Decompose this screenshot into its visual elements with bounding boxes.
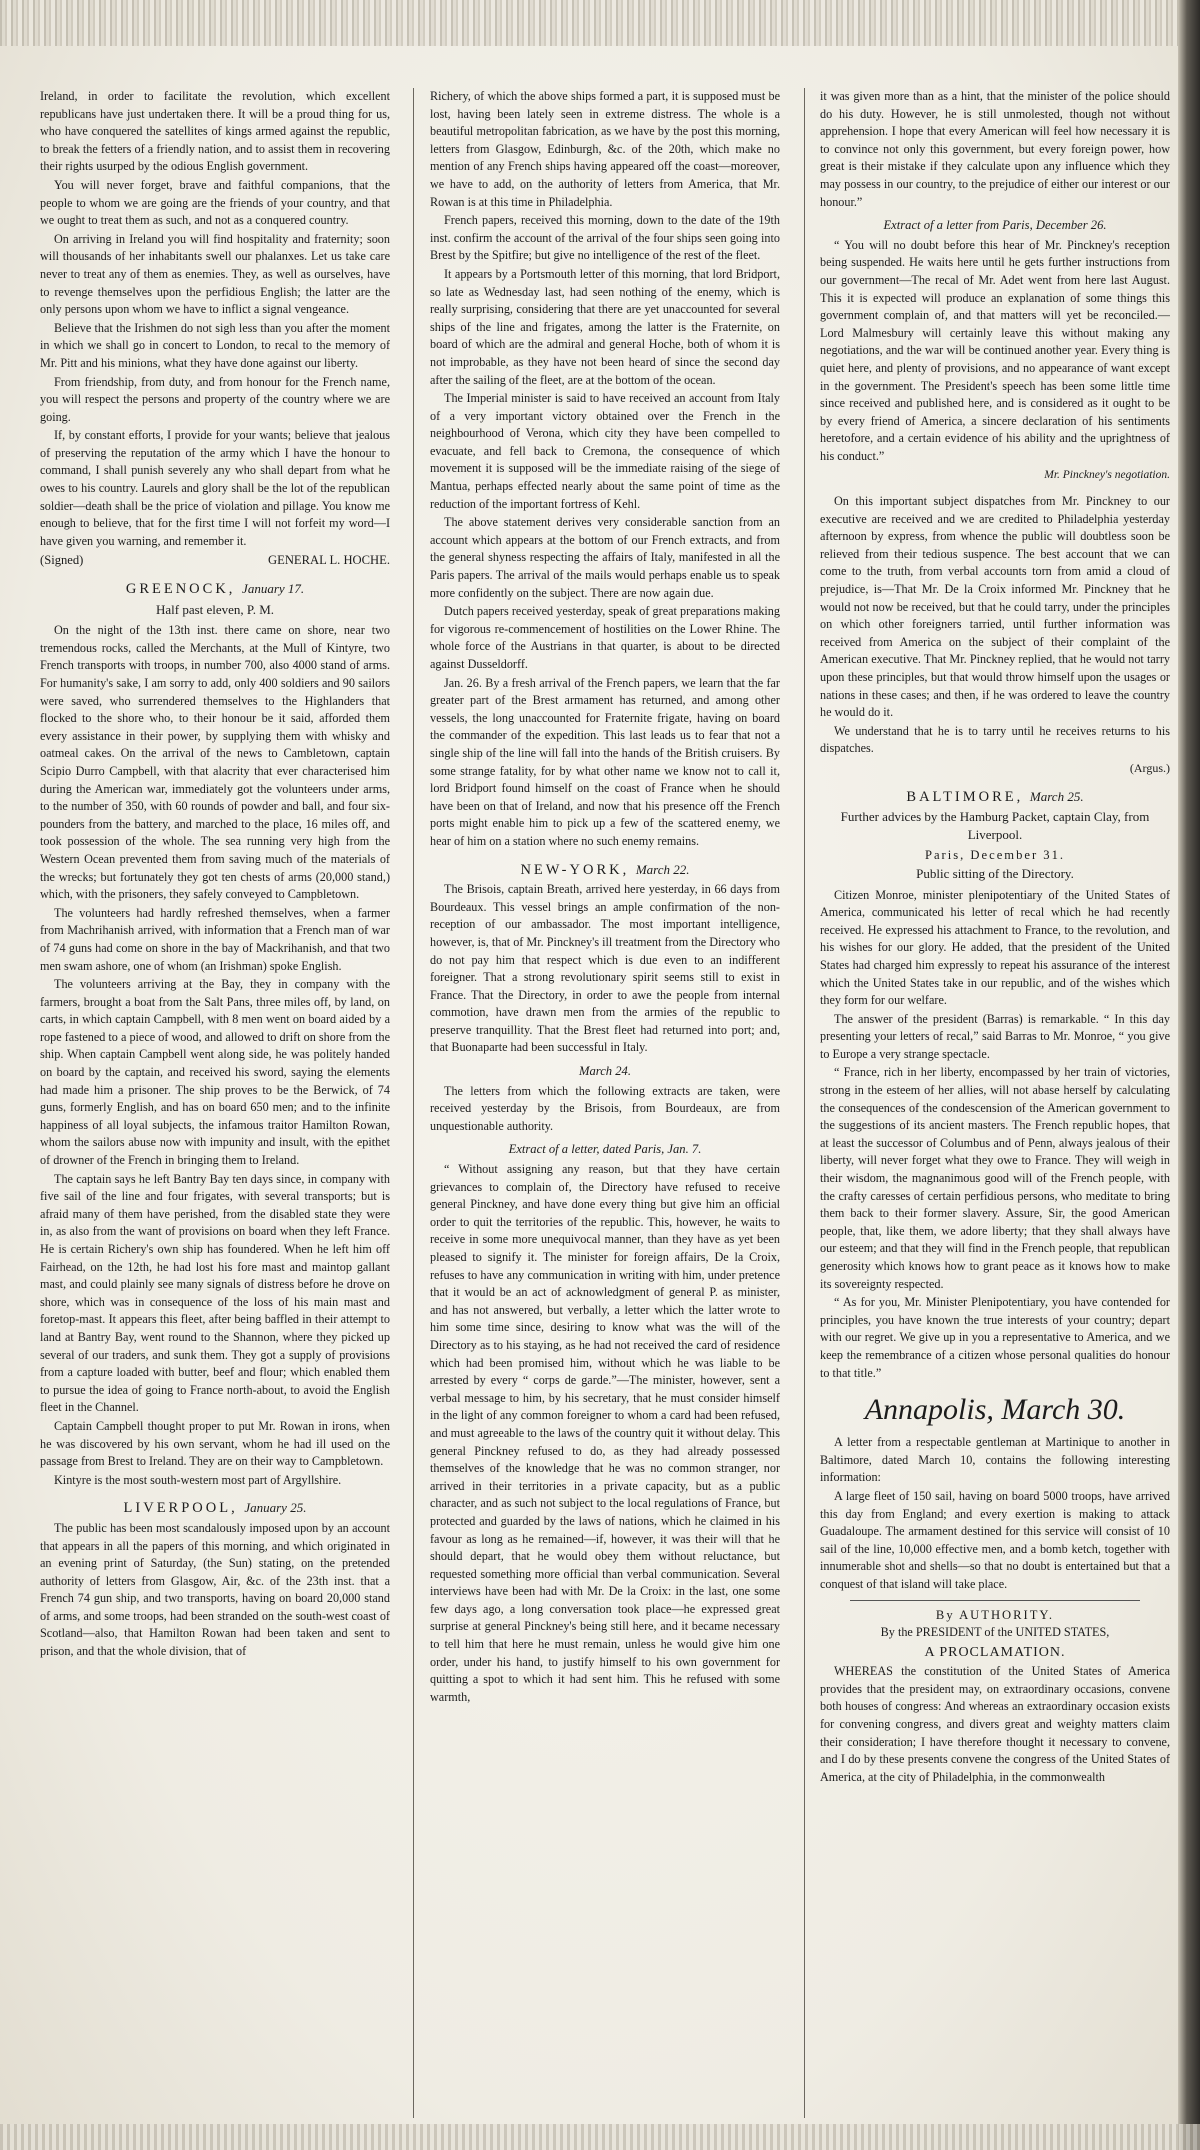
public-sitting-head: Public sitting of the Directory. <box>916 865 1074 881</box>
article-paragraph: French papers, received this morning, down to the date of the 19th inst. confirm the account of the arrival of the four ships seen going into Brest by the Spitfire; but give no intelligence of the rest of the fleet. <box>430 213 780 263</box>
article-paragraph: Captain Campbell thought proper to put Mr. Rowan in irons, when he was discovered by his own servant, whom he had ill used on the passage from Brest to Ireland. They are on their way to Campbletown. <box>40 1418 390 1469</box>
page-top-edge <box>0 0 1200 46</box>
paris-dateline: Paris, December 31. <box>924 848 1066 863</box>
article-paragraph: It appears by a Portsmouth letter of this morning, that lord Bridport, so late as Wednesday last, had seen nothing of the enemy, which is really surprising, considering that there are yet unaccounted for several ships of the line and frigates, among the latter is the Fraternite, on board of which are the admiral and general Hoche, both of whom it is not improbable, as they have not been heard of since the second day after the sailing of the fleet, are at the bottom of the ocean. <box>430 266 780 387</box>
article-paragraph: You will never forget, brave and faithful companions, that the people to whom we are going are the friends of your country, and that we ought to treat them as such, and not as a conquered country. <box>40 177 390 228</box>
dateline-date: March 25. <box>1029 788 1084 804</box>
subhead-march-24: March 24. <box>579 1064 631 1079</box>
section-divider <box>850 1600 1140 1601</box>
article-paragraph: The answer of the president (Barras) is remarkable. “ In this day presenting your letters of recal,” said Barras to Mr. Monroe, “ you give to Europe a very strange spectacle. <box>820 1011 1170 1061</box>
authority-line: By AUTHORITY. <box>935 1607 1055 1622</box>
source-credit: (Argus.) <box>1129 760 1170 775</box>
article-paragraph: “ As for you, Mr. Minister Plenipotentiary, you have contended for principles, you have known the true interests of your country; depart with our regret. We give up in you a representative to America, and we keep the remembrance of a citizen whose personal qualities do honour to that title.” <box>820 1295 1170 1380</box>
page-binding-edge <box>1178 0 1200 2150</box>
article-paragraph: Citizen Monroe, minister plenipotentiary of the United States of America, communicated his letter of recal which he had recently received. He expressed his attachment to France, to the revolution, and his wishes for our glory. He added, that the president of the United States had charged him expressly to repeat his assurance of the interest which the United States take in our republic, and of the wishes which they form for our welfare. <box>820 887 1170 1008</box>
page-bottom-edge <box>0 2124 1200 2150</box>
subhead-negotiation: Mr. Pinckney's negotiation. <box>1044 469 1170 482</box>
article-paragraph: Richery, of which the above ships formed a part, it is supposed must be lost, having been lately seen in extreme distress. The whole is a beautiful metropolitan fabrication, as we have by the post this morning, letters from Glasgow, Edinburgh, &c. of the 20th, which make no mention of any French ships having appeared off the coast—moreover, we have to add, on the authority of letters from America, that Mr. Rowan is at this time in Philadelphia. <box>430 89 780 209</box>
article-paragraph: The above statement derives very considerable sanction from an account which appears at the bottom of our French extracts, and from the general shyness respecting the affairs of Italy, manifested in all the Paris papers. The arrival of the mails would perhaps enable us to speak more confidently on the subject. There are now again due. <box>430 515 780 600</box>
dateline-time: Half past eleven, P. M. <box>155 601 275 617</box>
article-paragraph: The captain says he left Bantry Bay ten days since, in company with five sail of the line and four frigates, with several transports; but is afraid many of them have perished, from the disabled state they were in, as also from the want of provisions on board when they left France. He is certain Richery's own ship has foundered. When he left him off Fairhead, on the 12th, he had lost his fore mast and maintop gallant mast, and could plainly see many signals of distress before he drove on shore, which was in consequence of the loss of his main mast and foretop-mast. It appears this fleet, after being baffled in their attempt to land at Bantry Bay, went round to the Shannon, where they picked up several of our traders, and sunk them. They got a supply of provisions from a capture loaded with butter, beef and flour; which enabled them to pursue the idea of going to France north-about, to avoid the English fleet in the Channel. <box>40 1171 390 1415</box>
dateline-new-york <box>430 861 780 880</box>
dateline-date: January 17. <box>242 581 305 597</box>
dateline-place: GREENOCK, <box>125 581 236 598</box>
signature-name: GENERAL L. HOCHE. <box>268 553 390 568</box>
column-rule <box>804 88 805 2118</box>
baltimore-subhead: Further advices by the Hamburg Packet, captain Clay, from Liverpool. <box>840 809 1150 842</box>
article-paragraph: The public has been most scandalously imposed upon by an account that appears in all the papers of this morning, and which originated in an evening print of Saturday, (the Sun) stating, on the pretended authority of letters from Glasgow, Air, &c. of the 23th inst. that a French 74 gun ship, and two transports, having on board 20,000 stand of arms, and some troops, had been stranded on the south-west coast of Scotland—also, that Hamilton Rowan had been taken and sent to prison, and that the whole division, that of <box>40 1520 390 1659</box>
article-paragraph: Ireland, in order to facilitate the revolution, which excellent republicans have just undertaken there. It will be a proud thing for us, who have conquered the satellites of kings armed against the republic, to break the fetters of a friendly nation, and to assist them in recovering their rights usurped by the odious English government. <box>40 89 390 174</box>
dateline-liverpool <box>40 1499 390 1518</box>
dateline-date: March 22. <box>635 861 690 877</box>
article-paragraph: On this important subject dispatches from Mr. Pinckney to our executive are received and we are credited to Philadelphia yesterday afternoon by express, from whence the public will doubtless soon be relieved from their tedious suspence. The best account that we can come to the truth, from verbal accounts torn from amid a cloud of prejudice, is—That Mr. De la Croix informed Mr. Pinckney that he would not now be received, but that he could tarry, under the principles on which other foreigners tarried, until further information was received from America on the subject of their complaint of the American executive. That Mr. Pinckney replied, that he would not tarry upon these principles, but that would throw himself upon the usages or nations in these cases; and then, if he was ordered to leave the country he would do it. <box>820 494 1170 720</box>
column-rule <box>413 88 414 2118</box>
dateline-place: BALTIMORE, <box>906 788 1024 805</box>
article-paragraph: “ Without assigning any reason, but that they have certain grievances to complain of, the Directory have refused to receive general Pinckney, and have done every thing but give him an official order to quit the territories of the republic. This, however, he waits to receive in some more unequivocal manner, than they have as yet been pleased to signify it. The minister for foreign affairs, De la Croix, refuses to have any communication in writing with him, under pretence that it would be an act of acknowledgment of general P. as minister, and has not answered, but verbally, a letter which the latter wrote to him some time since, desiring to know what was the will of the Directory as to his staying, as he had not received the card of residence which had been promised him, without which he was liable to be arrested by every “ corps de garde.”—The minister, however, sent a verbal message to him, by his secretary, that he must consider himself in the light of any common foreigner to whom a card had been refused, and must agreeable to the laws of the country quit it without delay. This general Pinckney refused to do, as they had already possessed themselves of the knowledge that he was no common stranger, nor arrived in their territories in a private capacity, but as a public character, and as such not subject to the local regulations of France, but protected and guarded by the laws of nations, which he claimed in his favour as long as he remained—if, however, it was their will that he should depart, that he would obey them without reluctance, but requested something more official than verbal communication. Several interviews have been had with Mr. De la Croix: in the last, one some few days ago, a long conversation took place—he expressed great surprise at general Pinckney's being still here, and it became necessary to tell him that here he must remain, unless he would give him one order, under his hand, to justify himself to his own government for quitting a spot to which it had sent him. This he refused with some warmth, <box>430 1162 780 1704</box>
annapolis-date: March 30. <box>1001 1393 1126 1427</box>
dateline-baltimore <box>820 788 1170 807</box>
extract-heading: Extract of a letter from Paris, December 26. <box>883 218 1107 233</box>
article-paragraph: Dutch papers received yesterday, speak of great preparations making for vigorous re-commencement of hostilities on the Lower Rhine. The whole force of the Austrians in that quarter, is about to be directed against Dusseldorff. <box>430 604 780 671</box>
article-paragraph: A large fleet of 150 sail, having on board 5000 troops, have arrived this day from England; and every exertion is making to attack Guadaloupe. The armament destined for this service will consist of 10 sail of the line, 10,000 effective men, and a bomb ketch, together with innumerable shot and shells—so that no doubt is entertained but that a conquest of that island will take place. <box>820 1488 1170 1591</box>
article-paragraph: “ France, rich in her liberty, encompassed by her train of victories, strong in the esteem of her allies, will not abase herself by calculating the consequences of the condescension of the American government to the suggestions of its ancient masters. The French republic hopes, that at least the successor of Columbus and of Penn, always jealous of their liberty, will never forget what they owe to France. They will weigh in their wisdom, the magnanimous good will of the French people, with the crafty caresses of certain perfidious persons, who meditate to bring them back to their former slavery. Assure, Sir, the good American people, that, like them, we adore liberty; that they shall always have our esteem; and that they will find in the French people, that republican generosity which knows how to grant peace as it knows how to make its sovereignty respected. <box>820 1065 1170 1291</box>
signature-line <box>40 552 390 570</box>
article-paragraph: The Brisois, captain Breath, arrived here yesterday, in 66 days from Bourdeaux. This vessel brings an ample confirmation of the non-reception of our ambassador. The most important intelligence, however, is, that of Mr. Pinckney's ill treatment from the Directory who do not pay him that respect which is due even to an indifferent foreigner. That a strong revolutionary spirit seems still to exist in France. That the Directory, in order to awe the people from internal commotion, have drawn men from the armies of the republic to preserve tranquillity. That the Brest fleet had returned into port; and, that Buonaparte had been successful in Italy. <box>430 882 780 1055</box>
article-paragraph: Jan. 26. By a fresh arrival of the French papers, we learn that the far greater part of the Brest armament has returned, and among other vessels, the long unaccounted for Fraternite frigate, having on board the commander of the expedition. This last leads us to fear that not a single ship of the line will fall into the hands of the British cruisers. By some strange fatality, for by what other name we know not to call it, lord Bridport found himself on the coast of France when he should have been on that of Ireland, and now that his presence off the French ports might enable him to pick up a few of the scattered enemy, we hear of him on a station where no such enemy remains. <box>430 675 780 848</box>
article-paragraph: If, by constant efforts, I provide for your wants; believe that jealous of preserving the reputation of the army which I have the honour to command, I shall punish severely any who shall depart from what he owes to his country. Laurels and glory shall be the lot of the republican soldier—death shall be the price of violation and pillage. You know me enough to believe, that for the first time I will not forfeit my word—I have given you warning, and remember it. <box>40 428 390 548</box>
article-paragraph: The volunteers had hardly refreshed themselves, when a farmer from Machrihanish arrived, with information that a French man of war of 74 guns had come on shore in the bay of Mackrihanish, and that two men swam ashore, one of whom (an Irishman) spoke English. <box>40 905 390 973</box>
president-line: By the PRESIDENT of the UNITED STATES, <box>880 1625 1110 1640</box>
article-paragraph: From friendship, from duty, and from honour for the French name, you will respect the persons and property of the country where we are going. <box>40 374 390 424</box>
dateline-place: LIVERPOOL, <box>123 1500 238 1517</box>
dateline-greenock <box>40 580 390 599</box>
article-paragraph: “ You will no doubt before this hear of Mr. Pinckney's reception being suspended. He waits here until he gets further instructions from our government—The recal of Mr. Adet went from here last August. This it is expected will produce an explanation of some things this government complain of, and that matters will yet be reconciled.—Lord Malmesbury will certainly leave this without making any negotiations, and the war will be continued another year. Every thing is quiet here, and plenty of provisions, and no appearance of want except in the government. The President's speech has been some little time since received and published here, and is considered as it ought to be by every friend of America, a sincere declaration of his sentiments heretofore, and a certain evidence of his ability and the uprightness of his conduct.” <box>820 237 1170 463</box>
annapolis-heading <box>820 1392 1170 1428</box>
article-paragraph: On the night of the 13th inst. there came on shore, near two tremendous rocks, called the Merchants, at the Mull of Kintyre, two French transports with troops, in number 700, also 4000 stand of arms. For humanity's sake, I am sorry to add, only 400 soldiers and 90 sailors were saved, who surrendered themselves to the Highlanders that flocked to the shore who, to their honour be it said, afforded them every assistance in their power, by supplying them with whisky and oatmeal cakes. On the arrival of the news to Cambletown, captain Scipio Durro Campbell, with that alacrity that ever characterised him during the American war, immediately got the volunteers under arms, to the number of 350, with 60 rounds of powder and ball, and four six-pounders from the battery, and marched to the place, 16 miles off, and took possession of the whole. The sea running very high from the Western Ocean prevented them from saving much of the materials of the wrecks; but fortunately they got ten chests of arms (20,000 stand,) which, with the prisoners, they safely conveyed to Campbletown. <box>40 623 390 902</box>
article-paragraph: WHEREAS the constitution of the United States of America provides that the president may, on extraordinary occasions, convene both houses of congress: And whereas an extraordinary occasion exists for convening congress, and divers great and weighty matters claim their consideration; I have therefore thought it necessary to convene, and I do by these presents convene the congress of the United States of America, at the city of Philadelphia, in the commonwealth <box>820 1664 1170 1784</box>
column-3 <box>820 88 1170 2123</box>
extract-heading: Extract of a letter, dated Paris, Jan. 7. <box>508 1142 702 1157</box>
article-paragraph: Believe that the Irishmen do not sigh less than you after the moment in which we shall go in concert to London, to recal to the memory of Mr. Pitt and his minions, what they have done against our liberty. <box>40 320 390 370</box>
annapolis-place: Annapolis, <box>864 1393 994 1427</box>
column-2 <box>430 88 780 2123</box>
signed-label: (Signed) <box>40 553 84 568</box>
article-paragraph: The letters from which the following extracts are taken, were received yesterday by the Brisois, from Bourdeaux, are from unquestionable authority. <box>430 1083 780 1133</box>
column-1 <box>40 88 390 2123</box>
article-paragraph: The volunteers arriving at the Bay, they in company with the farmers, brought a boat from the Salt Pans, three miles off, by land, on carts, in which captain Campbell, with 8 men went on board aided by a rope fastened to a piece of wood, and allowed to drift on shore from the ship. When captain Campbell went along side, he was politely handed on board by the captain, and received his sword, saying the elements had made him a prisoner. The ship proves to be the Berwick, of 74 guns, formerly English, and has on board 650 men; and to the infinite happiness of all loyal subjects, the infamous traitor Hamilton Rowan, whom the sailors abuse now with impunity and insult, with the epithet of drowner of the French in bringing them to Ireland. <box>40 977 390 1168</box>
article-paragraph: Kintyre is the most south-western most part of Argyllshire. <box>54 1472 342 1487</box>
dateline-place: NEW-YORK, <box>520 861 630 878</box>
article-paragraph: On arriving in Ireland you will find hospitality and fraternity; soon will thousands of her inhabitants swell our phalanxes. Let us take care never to treat any of them as enemies. They, as well as ourselves, have to revenge themselves upon the perfidious English; the latter are the only persons upon whom we have to inflict a signal vengeance. <box>40 231 390 317</box>
article-paragraph: The Imperial minister is said to have received an account from Italy of a very important victory obtained over the French in the neighbourhood of Verona, which city they have been compelled to evacuate, and fell back to Cremona, the consequence of which movement it is supposed will be the immediate raising of the siege of Mantua, perhaps effected nearly about the same point of time as the reduction of the important fortress of Kehl. <box>430 391 780 511</box>
dateline-date: January 25. <box>244 1500 307 1516</box>
proclamation-title: A PROCLAMATION. <box>924 1644 1066 1660</box>
article-paragraph: it was given more than as a hint, that the minister of the police should do his duty. However, he is still unmolested, though not without apprehension. I hope that every American will feel how necessary it is to convince not only this government, but every foreign power, how great is their mistake if they calculate upon any influence which they may possess in our country, to the prejudice of either our interest or our honour.” <box>820 89 1170 209</box>
article-paragraph: We understand that he is to tarry until he receives returns to his dispatches. <box>820 723 1170 756</box>
article-paragraph: A letter from a respectable gentleman at Martinique to another in Baltimore, dated March 10, contains the following interesting information: <box>820 1435 1170 1485</box>
